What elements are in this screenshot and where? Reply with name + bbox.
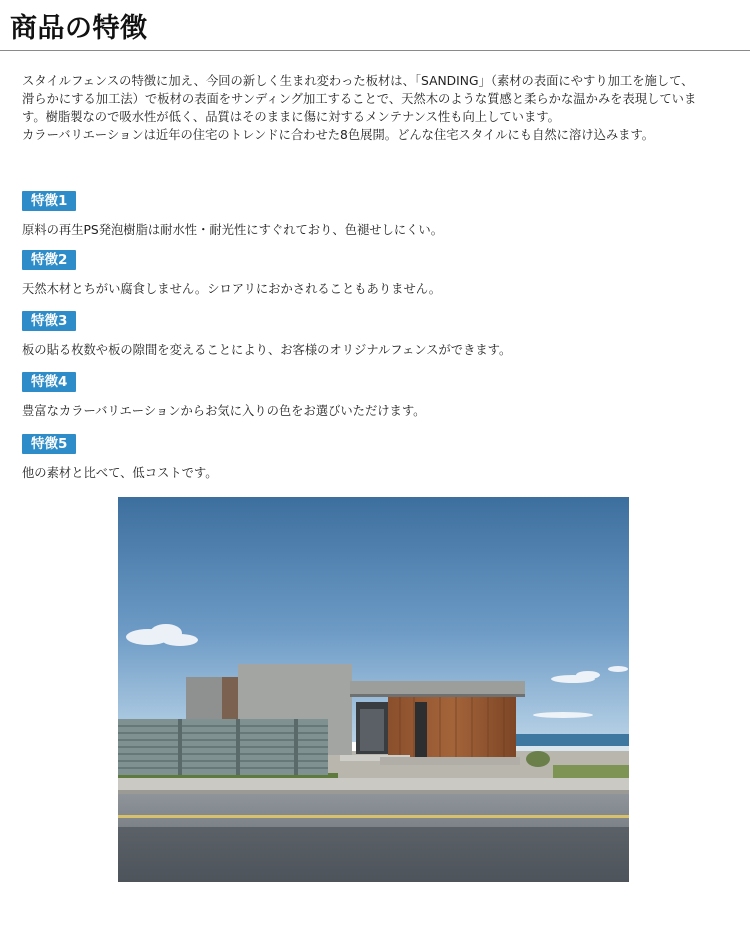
feature-text: 他の素材と比べて、低コストです。: [22, 466, 218, 480]
feature-1: [22, 190, 443, 238]
feature-3: [22, 310, 511, 358]
feature-badge: 特徴2: [22, 250, 76, 270]
intro-paragraph: [22, 72, 737, 144]
feature-badge: 特徴4: [22, 372, 76, 392]
feature-4: [22, 371, 425, 419]
feature-text: 天然木材とちがい腐食しません。シロアリにおかされることもありません。: [22, 282, 442, 296]
feature-badge: 特徴1: [22, 191, 76, 211]
feature-badge: 特徴5: [22, 434, 76, 454]
feature-5: [22, 433, 218, 481]
product-photo: [118, 497, 629, 882]
feature-badge: 特徴3: [22, 311, 76, 331]
page-title: 商品の特徴: [10, 13, 148, 44]
feature-text: 原料の再生PS発泡樹脂は耐水性・耐光性にすぐれており、色褪せしにくい。: [22, 223, 444, 237]
intro-line: スタイルフェンスの特徴に加え、今回の新しく生まれ変わった板材は、「SANDING」（素材の表面にやすり加工を施して、: [22, 74, 694, 88]
feature-2: [22, 249, 441, 297]
intro-line: 滑らかにする加工法）で板材の表面をサンディング加工することで、天然木のような質感と柔らかな温かみを表現していま: [22, 92, 697, 106]
house-fence-illustration: [118, 497, 629, 882]
feature-text: 豊富なカラーバリエーションからお気に入りの色をお選びいただけます。: [22, 404, 426, 418]
feature-text: 板の貼る枚数や板の隙間を変えることにより、お客様のオリジナルフェンスができます。: [22, 343, 512, 357]
intro-line: す。樹脂製なので吸水性が低く、品質はそのままに傷に対するメンテナンス性も向上しています。: [22, 110, 560, 124]
title-divider: [0, 50, 750, 51]
intro-line: カラーバリエーションは近年の住宅のトレンドに合わせた8色展開。どんな住宅スタイルにも自然に溶け込みます。: [22, 128, 655, 142]
